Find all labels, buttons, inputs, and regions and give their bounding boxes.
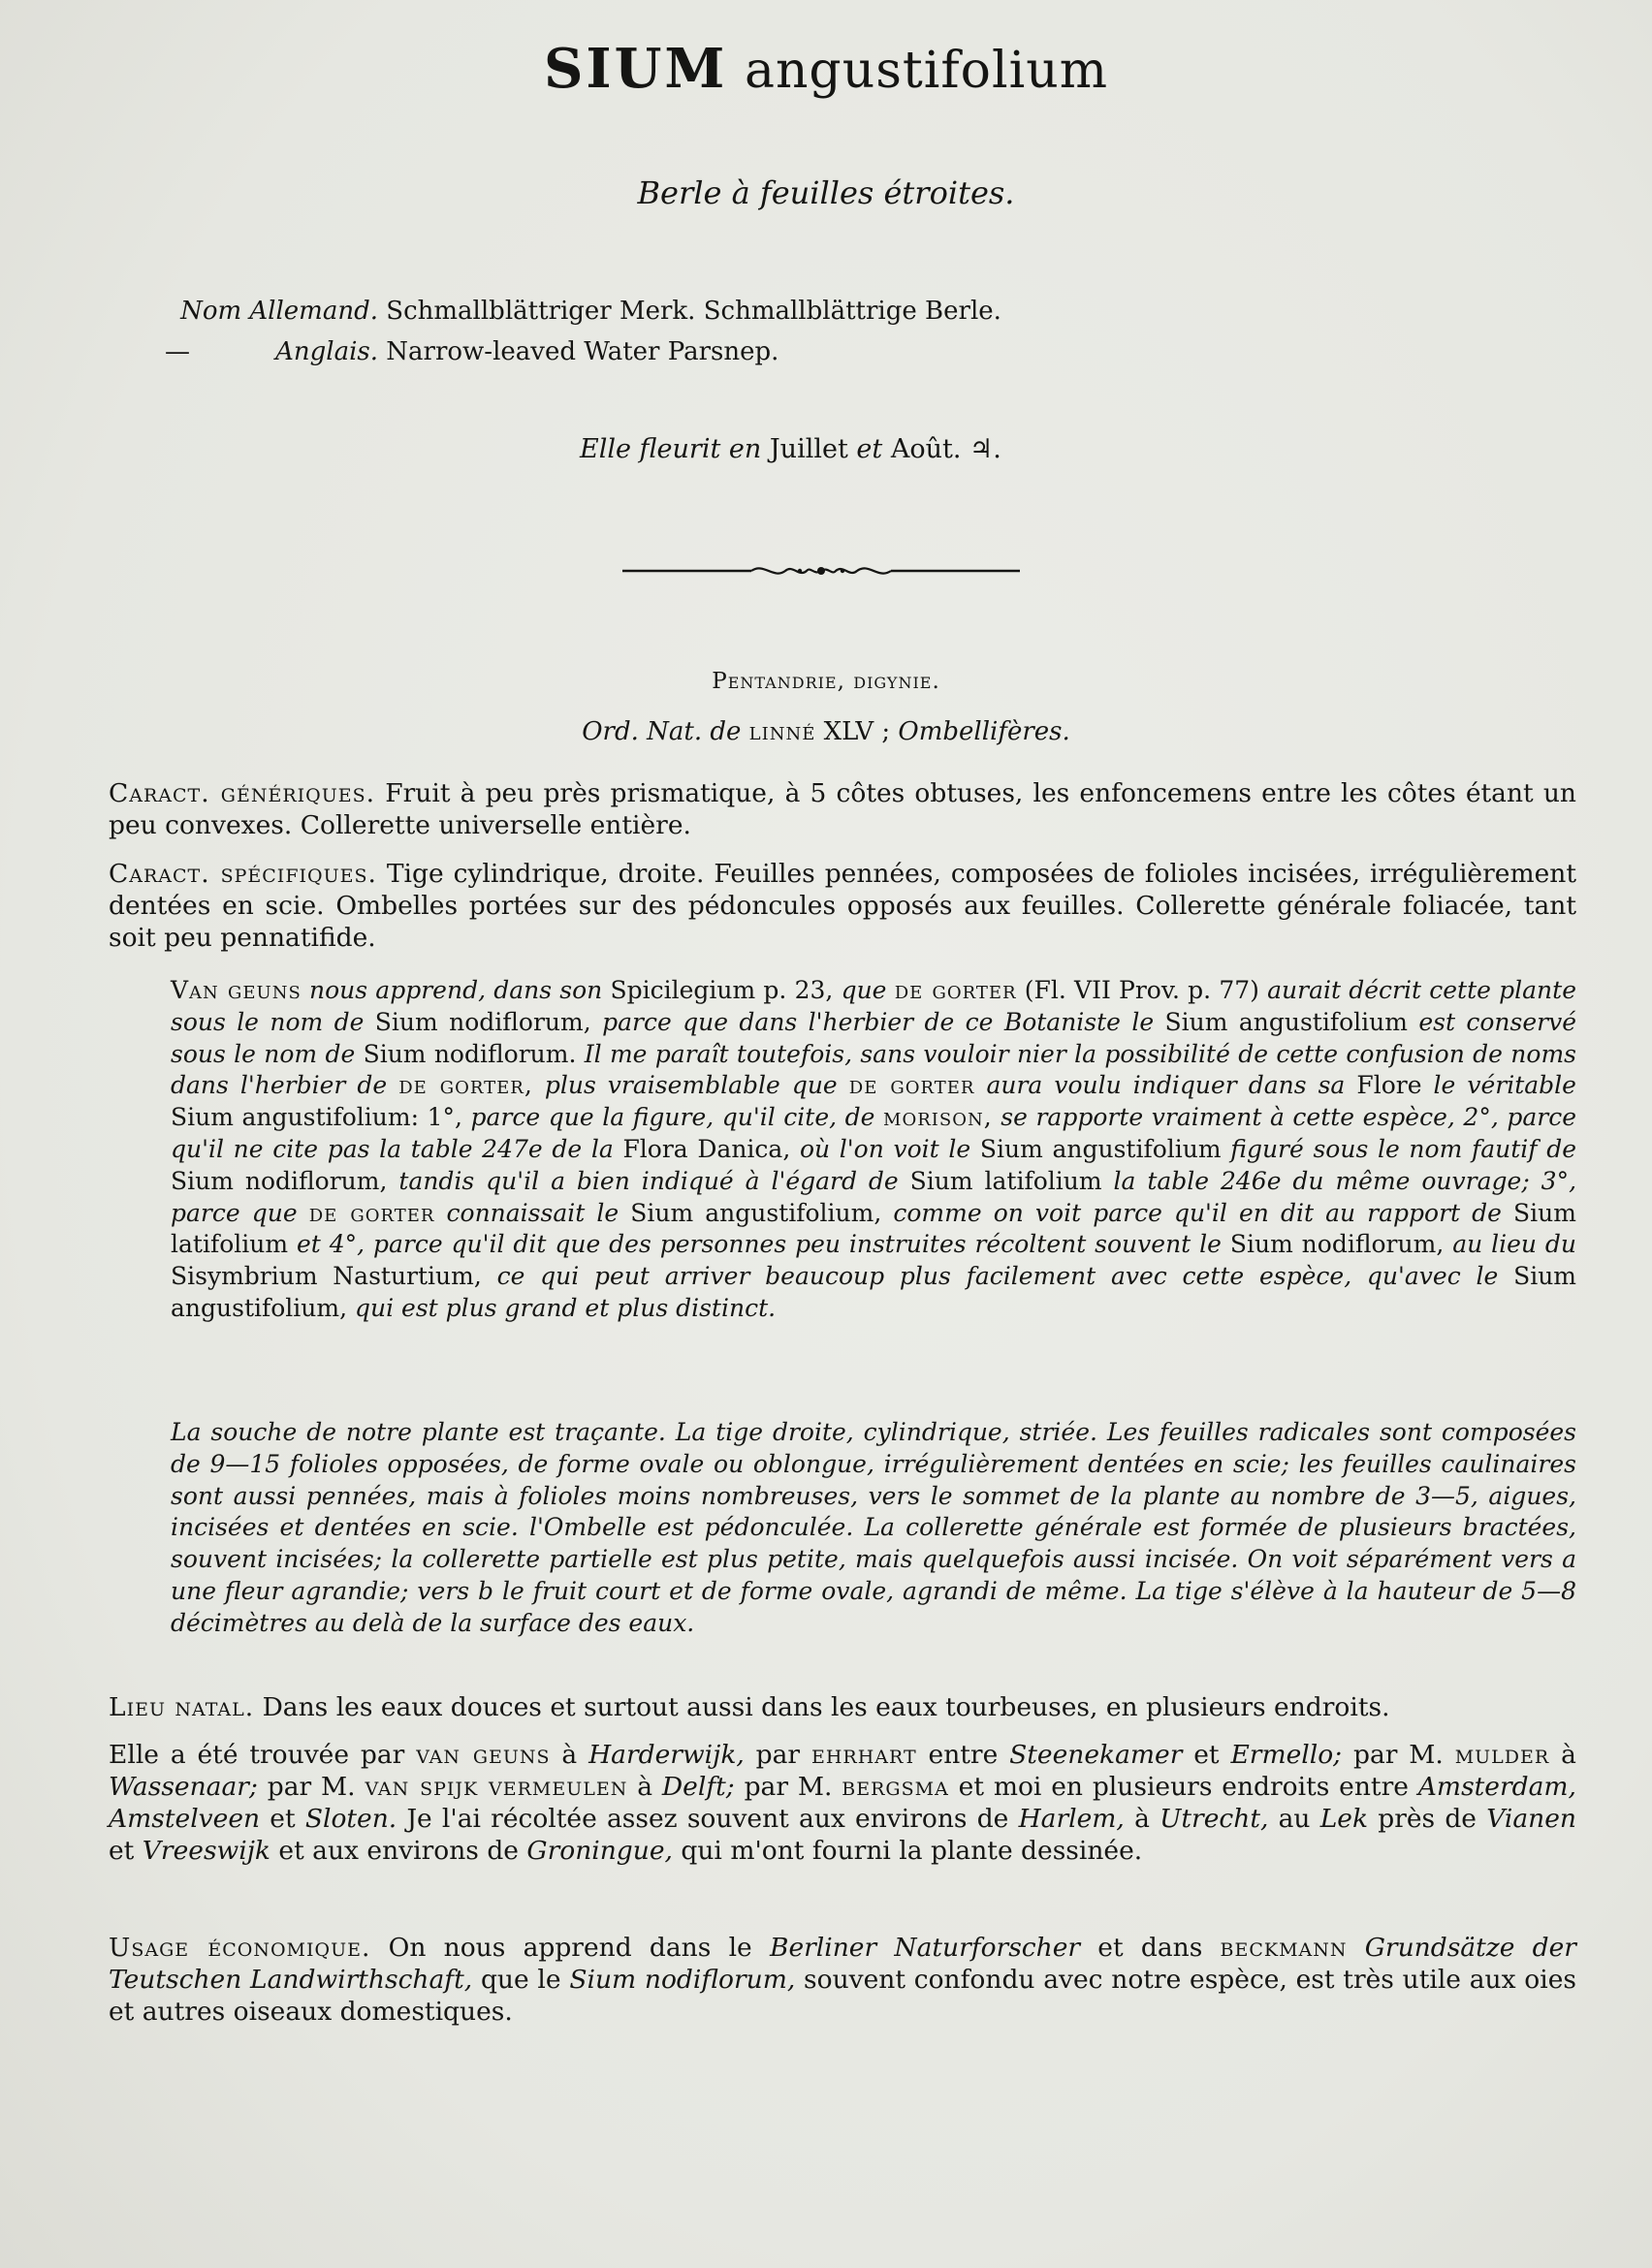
note-citation: (Fl. VII Prov. p. 77)	[1024, 976, 1259, 1004]
note-text: le véritable	[1433, 1071, 1576, 1100]
note-text: nous apprend, dans son	[309, 976, 603, 1004]
usage-taxon: Sium nodiflorum,	[569, 1965, 796, 1995]
perennial-symbol: ♃.	[969, 434, 1001, 464]
localities-text: au	[1278, 1804, 1311, 1834]
generic-characters	[109, 777, 1576, 841]
order-author: linné	[748, 717, 816, 746]
page-title	[0, 37, 1652, 101]
note-text: figuré sous le nom fautif de	[1230, 1134, 1577, 1163]
english-value: Narrow-leaved Water Parsnep.	[386, 337, 779, 366]
synonymy-note	[171, 975, 1576, 1325]
title-species: angustifolium	[744, 42, 1109, 100]
english-label: Anglais.	[275, 337, 378, 366]
flowering-month-1: Juillet	[769, 434, 848, 464]
note-taxon: Sium nodiflorum,	[1229, 1230, 1445, 1259]
localities-text: Je l'ai récoltée assez souvent aux environs de	[406, 1804, 1009, 1834]
specific-characters	[109, 858, 1576, 954]
usage-text: On nous apprend dans le	[388, 1933, 752, 1963]
note-text: aura voulu indiquer dans sa	[986, 1071, 1346, 1100]
localities	[109, 1739, 1576, 1867]
flowering-month-2: Août.	[890, 434, 962, 464]
collector-name: mulder	[1454, 1740, 1550, 1770]
note-taxon: Sium angustifolium,	[630, 1198, 882, 1227]
place-name: Ermello;	[1230, 1740, 1343, 1770]
note-citation: Flora Danica,	[622, 1134, 791, 1163]
localities-text: près de	[1378, 1804, 1477, 1834]
note-author: Van geuns	[171, 976, 302, 1004]
english-label-cell	[145, 331, 378, 372]
note-text: Il me paraît toutefois, sans vouloir nier la possibilité de cette confusion de noms dans l'herbier de	[171, 1039, 1576, 1100]
specific-text: Tige cylindrique, droite. Feuilles pennées, composées de folioles incisées, irrégulièrement dentées en scie. Ombelles portées sur des pédoncules opposés aux feuilles. Collerette générale foliacée, tant soit peu pennatifide.	[109, 859, 1576, 953]
note-text: la table 246e du même ouvrage; 3°, parce que	[171, 1166, 1577, 1227]
usage-text: souvent confondu avec notre espèce, est très utile aux oies et autres oiseaux domestiques.	[109, 1965, 1576, 2027]
note-text: tandis qu'il a bien indiqué à l'égard de	[398, 1166, 899, 1195]
note-citation: Flore	[1356, 1071, 1422, 1100]
habitat-label: Lieu natal.	[109, 1692, 255, 1722]
note-taxon: Sium angustifolium,	[171, 1262, 1577, 1322]
place-name: Lek	[1319, 1804, 1369, 1834]
german-value: Schmallblättriger Merk. Schmallblättrige Berle.	[386, 297, 1001, 326]
place-name: Amsterdam, Amstelveen	[109, 1772, 1576, 1834]
localities-text: par	[755, 1740, 801, 1770]
note-text: aurait décrit cette plante sous le nom de	[171, 976, 1576, 1036]
generic-text: Fruit à peu près prismatique, à 5 côtes obtuses, les enfoncemens entre les côtes étant un peu convexes. Collerette universelle entière.	[109, 778, 1576, 840]
linnaean-class: Pentandrie, digynie.	[712, 669, 940, 694]
flowering-prefix: Elle fleurit en	[580, 434, 762, 464]
note-text: comme on voit parce qu'il en dit au rapport de	[893, 1198, 1502, 1227]
localities-text: et moi en plusieurs endroits entre	[958, 1772, 1409, 1802]
ditto-dash: —	[165, 337, 190, 366]
localities-text: à	[637, 1772, 653, 1802]
note-text: ce qui peut arriver beaucoup plus facilement avec cette espèce, qu'avec le	[496, 1262, 1499, 1291]
plant-description: La souche de notre plante est traçante. La tige droite, cylindrique, striée. Les feuilles radicales sont composées de 9—15 folioles opposées, de forme ovale ou oblongue, irrégulièrement dentées en scie; les feuilles caulinaires sont aussi pennées, mais à folioles moins nombreuses, vers le sommet de la plante au nombre de 3—5, aigues, incisées et dentées en scie. l'Ombelle est pédonculée. La collerette générale est formée de plusieurs bractées, souvent incisées; la collerette partielle est plus petite, mais quelquefois aussi incisée. On voit séparément vers a une fleur agrandie; vers b le fruit court et de forme ovale, agrandi de même. La tige s'élève à la hauteur de 5—8 décimètres au delà de la surface des eaux.	[171, 1418, 1576, 1637]
note-taxon: Sium latifolium	[909, 1166, 1102, 1195]
english-name-row	[145, 331, 1001, 372]
note-text: connaissait le	[446, 1198, 620, 1227]
note-taxon: Sium angustifolium	[1164, 1007, 1408, 1036]
collector-name: bergsma	[842, 1772, 949, 1802]
page-subtitle: Berle à feuilles étroites.	[637, 174, 1015, 211]
note-text: qui est plus grand et plus distinct.	[354, 1293, 777, 1322]
natural-order	[0, 717, 1652, 746]
usage-work-title: Berliner Naturforscher	[769, 1933, 1081, 1963]
note-text: où l'on voit le	[799, 1134, 971, 1163]
place-name: Vianen	[1486, 1804, 1576, 1834]
note-text: est conservé sous le nom de	[171, 1007, 1577, 1068]
place-name: Groningue,	[526, 1836, 673, 1866]
localities-text: à	[1134, 1804, 1150, 1834]
order-number: XLV ;	[823, 717, 891, 746]
place-name: Utrecht,	[1160, 1804, 1269, 1834]
note-taxon: Sium nodiflorum,	[374, 1007, 591, 1036]
note-author: de gorter	[894, 976, 1017, 1004]
usage-author: beckmann	[1220, 1933, 1348, 1963]
localities-text: par M.	[1352, 1740, 1444, 1770]
usage-work-title: Grundsätze der Teutschen Landwirthschaft,	[109, 1933, 1576, 1995]
order-family: Ombellifères.	[898, 717, 1070, 746]
place-name: Harderwijk,	[588, 1740, 745, 1770]
note-text: parce que la figure, qu'il cite, de	[470, 1103, 875, 1132]
note-citation: Spicilegium p. 23,	[610, 976, 834, 1004]
note-text: au lieu du	[1452, 1230, 1577, 1259]
flowering-conj: et	[856, 434, 883, 464]
localities-text: par M.	[267, 1772, 356, 1802]
localities-text: et	[109, 1836, 135, 1866]
collector-name: van geuns	[416, 1740, 551, 1770]
localities-text: et aux environs de	[278, 1836, 519, 1866]
note-taxon: Sisymbrium Nasturtium,	[171, 1262, 482, 1291]
usage-text: que le	[480, 1965, 561, 1995]
note-text: et 4°, parce qu'il dit que des personnes peu instruites récoltent souvent le	[296, 1230, 1222, 1259]
place-name: Sloten.	[304, 1804, 397, 1834]
place-name: Wassenaar;	[109, 1772, 258, 1802]
localities-text: entre	[928, 1740, 999, 1770]
usage-text: et dans	[1097, 1933, 1203, 1963]
note-taxon: Sium angustifolium	[979, 1134, 1222, 1163]
german-label: Nom Allemand.	[180, 297, 378, 326]
vernacular-names	[145, 291, 1001, 372]
localities-text: et	[1193, 1740, 1220, 1770]
note-taxon: Sium latifolium	[171, 1198, 1576, 1259]
place-name: Steenekamer	[1009, 1740, 1183, 1770]
ornamental-rule	[620, 558, 1022, 583]
localities-text: à	[1561, 1740, 1576, 1770]
note-taxon: Sium nodiflorum.	[363, 1039, 577, 1068]
note-text: se rapporte vraiment à cette espèce, 2°, parce qu'il ne cite pas la table 247e de la	[171, 1103, 1577, 1163]
place-name: Vreeswijk	[142, 1836, 270, 1866]
economic-use	[109, 1932, 1576, 2028]
note-author: de gorter	[308, 1198, 435, 1227]
localities-text: Elle a été trouvée par	[109, 1740, 405, 1770]
specific-label: Caract. spécifiques.	[109, 859, 377, 889]
localities-text: qui m'ont fourni la plante dessinée.	[681, 1836, 1143, 1866]
collector-name: van spijk vermeulen	[365, 1772, 628, 1802]
note-author: de gorter	[848, 1071, 975, 1100]
collector-name: ehrhart	[810, 1740, 917, 1770]
usage-label: Usage économique.	[109, 1933, 371, 1963]
place-name: Harlem,	[1018, 1804, 1125, 1834]
localities-text: et	[270, 1804, 296, 1834]
note-text: parce que dans l'herbier de ce Botaniste le	[602, 1007, 1155, 1036]
order-prefix: Ord. Nat. de	[582, 717, 742, 746]
note-author: de gorter,	[398, 1071, 533, 1100]
note-text: que	[841, 976, 887, 1004]
generic-label: Caract. génériques.	[109, 778, 376, 808]
german-name-row	[145, 291, 1001, 331]
note-taxon: Sium nodiflorum,	[171, 1166, 388, 1195]
title-genus: SIUM	[543, 37, 728, 101]
localities-text: par M.	[744, 1772, 833, 1802]
note-author: morison,	[883, 1103, 993, 1132]
localities-text: à	[561, 1740, 578, 1770]
note-taxon: Sium angustifolium: 1°,	[171, 1103, 462, 1132]
flowering-period	[580, 434, 1001, 464]
place-name: Delft;	[661, 1772, 735, 1802]
habitat	[109, 1691, 1576, 1723]
note-text: plus vraisemblable que	[544, 1071, 838, 1100]
habitat-text: Dans les eaux douces et surtout aussi dans les eaux tourbeuses, en plusieurs endroits.	[262, 1692, 1390, 1722]
